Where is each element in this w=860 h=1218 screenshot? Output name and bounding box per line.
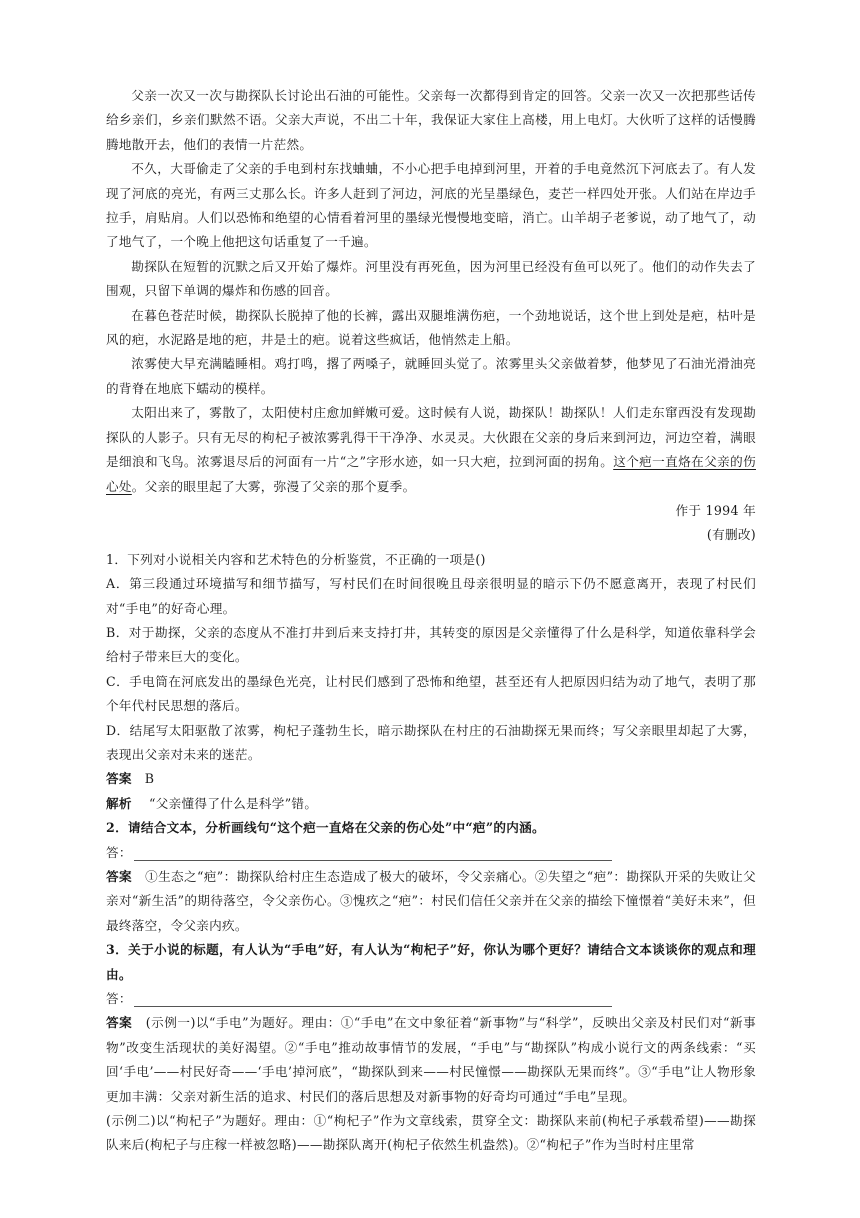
story-paragraph-2: 不久，大哥偷走了父亲的手电到村东找蛐蛐，不小心把手电掉到河里，开着的手电竟然沉下河底去了。有人发现了河底的亮光，有两三丈那么长。许多人赶到了河边，河底的光呈墨绿色，麦芒一样四处开张。人们站在岸边手拉手，肩贴肩。人们以恐怖和绝望的心情看着河里的墨绿光慢慢地变暗，消亡。山羊胡子老爹说，动了地气了，动了地气了，一个晚上他把这句话重复了一千遍。 [106, 161, 756, 250]
option-a: A．第三段通过环境描写和细节描写，写村民们在时间很晚且母亲很明显的暗示下仍不愿意离开，表现了村民们对“手电”的好奇心理。 [106, 576, 756, 616]
story-edit-note: (有删改) [706, 527, 756, 543]
analysis-label: 解析 [106, 795, 132, 811]
question-3-answer-example-2: (示例二)以“枸杞子”为题好。理由：①“枸杞子”作为文章线索，贯穿全文：勘探队来前(枸杞子承载希望)——勘探队来后(枸杞子与庄稼一样被忽略)——勘探队离开(枸杞子依然生机盎然)。②“枸杞子”作为当时村庄里常 [106, 1113, 756, 1153]
option-d: D．结尾写太阳驱散了浓雾，枸杞子蓬勃生长，暗示勘探队在村庄的石油勘探无果而终；写父亲眼里却起了大雾，表现出父亲对未来的迷茫。 [106, 722, 756, 762]
option-b: B．对于勘探，父亲的态度从不准打井到后来支持打井，其转变的原因是父亲懂得了什么是科学，知道依靠科学会给村子带来巨大的变化。 [106, 624, 756, 665]
question-3-answer-blank [106, 987, 756, 1011]
question-1-stem: 1．下列对小说相关内容和艺术特色的分析鉴赏，不正确的一项是() [106, 551, 486, 567]
question-3-answer [106, 1011, 756, 1109]
question-1-answer [106, 767, 756, 791]
answer-line [134, 992, 612, 1007]
story-paragraph-3: 勘探队在短暂的沉默之后又开始了爆炸。河里没有再死鱼，因为河里已经没有鱼可以死了。他们的动作失去了围观，只留下单调的爆炸和伤感的回音。 [106, 258, 756, 299]
answer-text: (示例一)以“手电”为题好。理由：①“手电”在文中象征着“新事物”与“科学”，反映出父亲及村民们对“新事物”改变生活现状的美好渴望。②“手电”推动故事情节的发展，“手电”与“勘探队”构成小说行文的两条线索：“买回‘手电’——村民好奇——‘手电’掉河底”，“勘探队到来——村民憧憬——勘探队无果而终”。③“手电”让人物形象更加丰满：父亲对新生活的追求、村民们的落后思想及对新事物的好奇均可通过“手电”呈现。 [106, 1015, 756, 1104]
story-date: 作于 1994 年 [675, 502, 756, 518]
story-paragraph-6 [106, 401, 756, 499]
answer-label: 答案 [106, 869, 132, 884]
blank-label: 答： [106, 991, 132, 1007]
answer-value: B [144, 771, 155, 787]
story-paragraph-6-end: 。父亲的眼里起了大雾，弥漫了父亲的那个夏季。 [131, 478, 416, 494]
story-paragraph-6-text: 太阳出来了，雾散了，太阳使村庄愈加鲜嫩可爱。这时候有人说，勘探队！勘探队！人们走东窜西没有发现勘探队的人影子。只有无尽的枸杞子被浓雾乳得干干净净、水灵灵。大伙跟在父亲的身后来到河边，河边空着，满眼是细浪和飞鸟。浓雾退尽后的河面有一片“之”字形水迹，如一只大疤，拉到河面的拐角。 [106, 405, 756, 470]
underlined-sentence: 这个疤一直烙在父亲的伤心处 [106, 454, 756, 494]
story-paragraph-5: 浓雾使大早充满瞌睡相。鸡打鸣，撂了两嗓子，就睡回头觉了。浓雾里头父亲做着梦，他梦见了石油光滑油亮的背脊在地底下蠕动的模样。 [106, 356, 756, 396]
answer-label: 答案 [106, 1015, 133, 1031]
blank-label: 答： [106, 844, 132, 860]
option-c: C．手电筒在河底发出的墨绿色光亮，让村民们感到了恐怖和绝望，甚至还有人把原因归结为动了地气，表明了那个年代村民思想的落后。 [106, 673, 756, 714]
story-paragraph-4: 在暮色苍茫时候，勘探队长脱掉了他的长裤，露出双腿堆满伤疤，一个劲地说话，这个世上到处是疤，枯叶是风的疤，水泥路是地的疤，井是土的疤。说着这些疯话，他悄然走上船。 [106, 307, 756, 348]
question-2-answer [106, 865, 756, 938]
answer-line [134, 846, 612, 861]
story-paragraph-1: 父亲一次又一次与勘探队长讨论出石油的可能性。父亲每一次都得到肯定的回答。父亲一次又一次把那些话传给乡亲们，乡亲们默然不语。父亲大声说，不出二十年，我保证大家住上高楼，用上电灯。大伙听了这样的话慢腾腾地散开去，他们的表情一片茫然。 [106, 88, 756, 152]
question-1-analysis [106, 792, 756, 816]
answer-label: 答案 [106, 771, 132, 787]
question-2-stem: 2．请结合文本，分析画线句“这个疤一直烙在父亲的伤心处”中“疤”的内涵。 [106, 820, 545, 836]
analysis-text: “父亲懂得了什么是科学”错。 [149, 795, 318, 811]
question-3-stem: 3．关于小说的标题，有人认为“手电”好，有人认为“枸杞子”好，你认为哪个更好？请结合文本谈谈你的观点和理由。 [106, 942, 756, 982]
question-2-answer-blank [106, 841, 756, 865]
answer-text: ①生态之“疤”：勘探队给村庄生态造成了极大的破坏，令父亲痛心。②失望之“疤”：勘探队开采的失败让父亲对“新生活”的期待落空，令父亲伤心。③愧疚之“疤”：村民们信任父亲并在父亲的描绘下憧憬着“美好未来”，但最终落空，令父亲内疚。 [106, 869, 757, 933]
